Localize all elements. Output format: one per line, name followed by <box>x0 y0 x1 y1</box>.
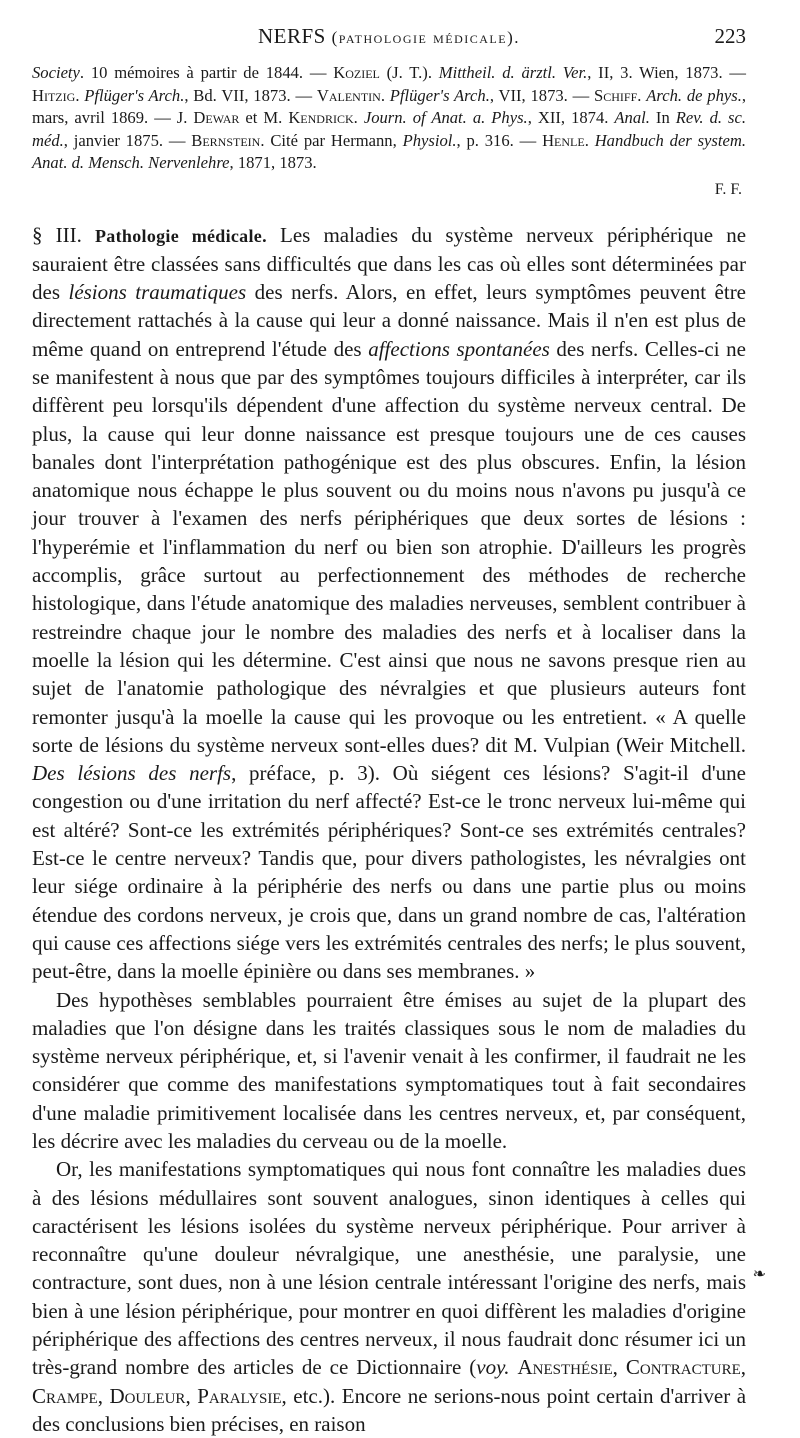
text-run: Des hypothèses semblables pourraient être émises au sujet de la plupart des maladies que l'on désigne dans les traités classiques sous le nom de maladies du système nerveux périphérique, et, si l'avenir venait à les confirmer, il faudrait ne les considérer que comme des manifestations symptomatiques tout à fait secondaires d'une maladie primitivement localisée dans les centres nerveux, et, par conséquent, les décrire avec les maladies du cerveau ou de la moelle. <box>32 988 746 1153</box>
text-run: , etc.). Encore ne serions-nous point certain d'arriver à des conclusions bien précises, en raison <box>32 1384 746 1436</box>
small-caps-name: Paralysie <box>197 1384 281 1408</box>
text-run: , <box>741 1355 746 1379</box>
text-run: et M. <box>239 108 288 127</box>
text-run: . <box>75 86 84 105</box>
text-run: des nerfs. Alors, en effet, leurs symptômes peuvent être directement rattachés à la cause qui leur a donné naissance. Mais il n'en est plus de même quand on entreprend l'étude des <box>32 280 746 361</box>
small-caps-name: Bernstein <box>191 131 260 150</box>
text-run: , Bd. VII, 1873. — <box>184 86 317 105</box>
text-run: Or, les manifestations symptomatiques qui nous font connaître les maladies dues à des lésions médullaires sont souvent analogues, sinon identiques à celles qui caractérisent les lésions isolées du système nerveux périphérique. Pour arriver à reconnaître qu'une douleur névralgique, une anesthésie, une paralysie, une contracture, sont dues, non à une lésion centrale intéressant l'origine des nerfs, mais bien à une lésion périphérique, pour montrer en quoi diffèrent les maladies d'origine périphérique des affections des centres nerveux, il nous faudrait donc résumer ici un très-grand nombre des articles de ce Dictionnaire ( <box>32 1157 746 1379</box>
italic-text: Rev. d. sc. méd. <box>32 108 746 150</box>
text-run: . <box>381 86 390 105</box>
italic-text: Society <box>32 63 80 82</box>
main-text <box>32 221 746 1438</box>
italic-text: Pflüger's Arch. <box>84 86 184 105</box>
body-paragraph <box>32 221 746 986</box>
text-run <box>510 1355 518 1379</box>
text-run: , 1871, 1873. <box>230 153 317 172</box>
italic-text: affections spontanées <box>368 337 550 361</box>
running-title-main: NERFS <box>258 24 326 48</box>
small-caps-name: Valentin <box>317 86 381 105</box>
text-run: (J. T.). <box>380 63 439 82</box>
italic-text: Handbuch der system. Anat. d. Mensch. Nervenlehre <box>32 131 746 173</box>
text-run: . <box>585 131 595 150</box>
text-run: , janvier 1875. — <box>64 131 191 150</box>
small-caps-name: Dewar <box>193 108 239 127</box>
reference-paragraph <box>32 62 746 175</box>
text-run: , II, 3. Wien, 1873. — <box>587 63 746 82</box>
italic-text: voy. <box>476 1355 509 1379</box>
small-caps-name: Hitzig <box>32 86 75 105</box>
text-run: , XII, 1874. <box>528 108 615 127</box>
italic-text: Arch. de phys. <box>646 86 742 105</box>
text-run: , <box>185 1384 197 1408</box>
text-run: , <box>613 1355 626 1379</box>
margin-mark: ❧ <box>753 1264 766 1284</box>
small-caps-name: Schiff <box>594 86 637 105</box>
text-run: . 10 mémoires à partir de 1844. — <box>80 63 333 82</box>
body-paragraph <box>32 1155 746 1438</box>
running-title <box>32 24 746 49</box>
author-signature: F. F. <box>32 181 746 199</box>
italic-text: Journ. of Anat. a. Phys. <box>364 108 528 127</box>
running-header <box>32 24 746 54</box>
small-caps-name: Kendrick <box>288 108 353 127</box>
text-run: Les maladies du système nerveux périphérique ne sauraient être classées sans difficultés que dans les cas où elles sont déterminées par des <box>32 223 746 305</box>
text-run: § III. <box>32 223 95 247</box>
body-paragraph <box>32 986 746 1156</box>
italic-text: Pflüger's Arch. <box>390 86 490 105</box>
italic-text: lésions traumatiques <box>68 280 246 304</box>
small-caps-name: Douleur <box>109 1384 185 1408</box>
section-heading: Pathologie médicale. <box>95 226 267 246</box>
text-run: , p. 316. — <box>457 131 543 150</box>
small-caps-name: Henle <box>542 131 585 150</box>
running-title-sub: (pathologie médicale). <box>332 28 520 47</box>
text-run: , préface, p. 3). Où siégent ces lésions? S'agit-il d'une congestion ou d'une irritation du nerf affecté? Est-ce le tronc nerveux lui-même qui est altéré? Sont-ce les extrémités périphériques? Sont-ce ses extrémités centrales? Est-ce le centre nerveux? Tandis que, pour divers pathologistes, les névralgies ont leur siége ordinaire à la périphérie des nerfs ou dans une partie plus ou moins étendue des cordons nerveux, je crois que, dans un grand nombre de cas, l'altération qui cause ces affections siége vers les extrémités centrales des nerfs; le plus souvent, peut-être, dans la moelle épinière ou dans ses membranes. » <box>32 761 746 983</box>
text-run: des nerfs. Celles-ci ne se manifestent à nous que par des symptômes toujours difficiles à interpréter, car ils diffèrent peu lorsqu'ils dépendent d'une affection du système nerveux central. De plus, la cause qui leur donne naissance est presque toujours une de ces causes banales dont l'interprétation pathogénique est des plus obscures. Enfin, la lésion anatomique nous échappe le plus souvent ou du moins nous n'avons pu jusqu'à ce jour trouver à l'examen des nerfs périphériques que deux sortes de lésions : l'hyperémie et l'inflammation du nerf ou bien son atrophie. D'ailleurs les progrès accomplis, grâce surtout au perfectionnement des méthodes de recherche histologique, dans l'étude anatomique des maladies nerveuses, semblent contribuer à restreindre chaque jour le nombre des maladies des nerfs et à localiser dans la moelle la lésion qui les détermine. C'est ainsi que nous ne savons presque rien au sujet de l'anatomie pathologique des névralgies et que plusieurs auteurs font remonter jusqu'à la moelle la cause qui les provoque ou les entretient. « A quelle sorte de lésions du système nerveux sont-elles dues? dit M. Vulpian (Weir Mitchell. <box>32 337 746 757</box>
italic-text: Mittheil. d. ärztl. Ver. <box>439 63 587 82</box>
italic-text: Des lésions des nerfs <box>32 761 231 785</box>
text-run: . <box>354 108 364 127</box>
text-run: , <box>98 1384 110 1408</box>
small-caps-name: Koziel <box>333 63 380 82</box>
italic-text: Anal. <box>614 108 650 127</box>
small-caps-name: Crampe <box>32 1384 98 1408</box>
small-caps-name: Anesthésie <box>518 1355 613 1379</box>
text-run: . Cité par Hermann, <box>260 131 402 150</box>
text-run: , mars, avril 1869. — J. <box>32 86 746 128</box>
page-number: 223 <box>715 24 747 49</box>
text-run: , VII, 1873. — <box>490 86 594 105</box>
italic-text: Physiol. <box>403 131 457 150</box>
text-run: . <box>637 86 646 105</box>
small-caps-name: Contracture <box>626 1355 741 1379</box>
text-run: In <box>650 108 676 127</box>
bibliography-block <box>32 62 746 175</box>
